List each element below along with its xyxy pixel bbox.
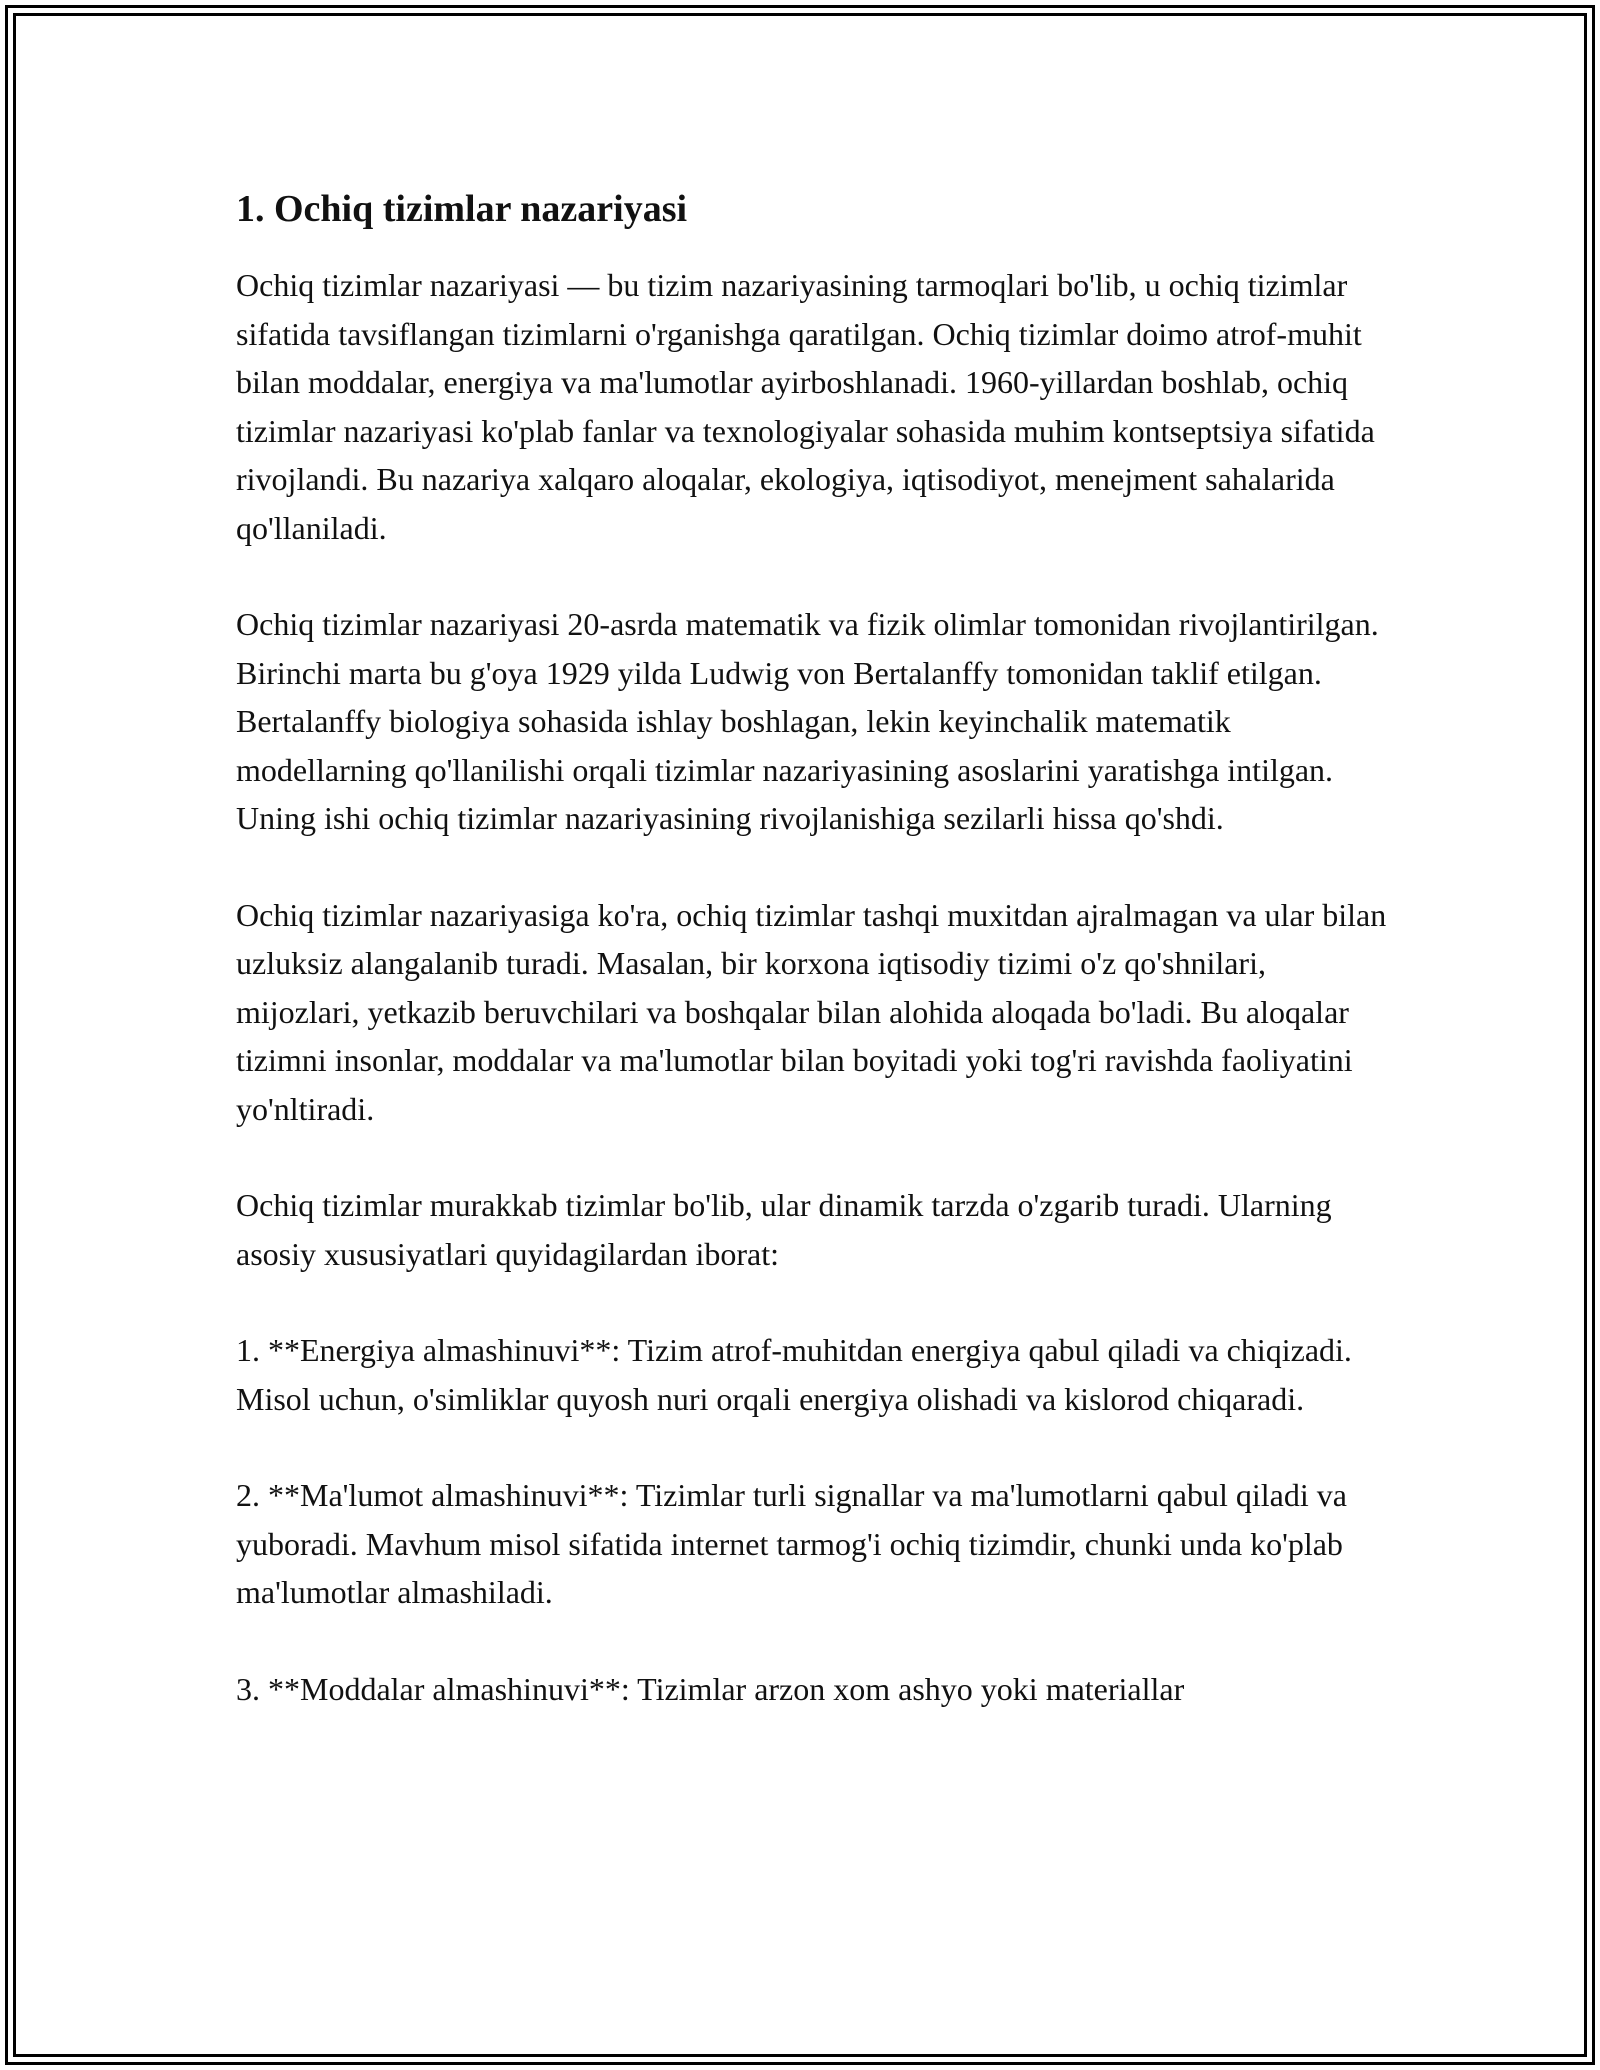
document-body	[236, 185, 1396, 1713]
paragraph-history: Ochiq tizimlar nazariyasi 20-asrda matematik va fizik olimlar tomonidan rivojlantirilgan. Birinchi marta bu g'oya 1929 yilda Ludwig von Bertalanffy tomonidan taklif etilgan. Bertalanffy biologiya sohasida ishlay boshlagan, lekin keyinchalik matematik modellarning qo'llanilishi orqali tizimlar nazariyasining asoslarini yaratishga intilgan. Uning ishi ochiq tizimlar nazariyasining rivojlanishiga sezilarli hissa qo'shdi.	[236, 606, 1379, 836]
list-item-energy: 1. **Energiya almashinuvi**: Tizim atrof-muhitdan energiya qabul qiladi va chiqizadi. Misol uchun, o'simliklar quyosh nuri orqali energiya olishadi va kislorod chiqaradi.	[236, 1332, 1352, 1417]
paragraph-intro: Ochiq tizimlar nazariyasi — bu tizim nazariyasining tarmoqlari bo'lib, u ochiq tizimlar sifatida tavsiflangan tizimlarni o'rganishga qaratilgan. Ochiq tizimlar doimo atrof-muhit bilan moddalar, energiya va ma'lumotlar ayirboshlanadi. 1960-yillardan boshlab, ochiq tizimlar nazariyasi ko'plab fanlar va texnologiyalar sohasida muhim kontseptsiya sifatida rivojlandi. Bu nazariya xalqaro aloqalar, ekologiya, iqtisodiyot, menejment sahalarida qo'llaniladi.	[236, 267, 1375, 546]
paragraph-environment: Ochiq tizimlar nazariyasiga ko'ra, ochiq tizimlar tashqi muxitdan ajralmagan va ular bilan uzluksiz alangalanib turadi. Masalan, bir korxona iqtisodiy tizimi o'z qo'shnilari, mijozlari, yetkazib beruvchilari va boshqalar bilan alohida aloqada bo'ladi. Bu aloqalar tizimni insonlar, moddalar va ma'lumotlar bilan boyitadi yoki tog'ri ravishda faoliyatini yo'nltiradi.	[236, 896, 1387, 1127]
section-heading: 1. Ochiq tizimlar nazariyasi	[236, 188, 688, 230]
list-item-information: 2. **Ma'lumot almashinuvi**: Tizimlar turli signallar va ma'lumotlarni qabul qiladi va yuboradi. Mavhum misol sifatida internet tarmog'i ochiq tizimdir, chunki unda ko'plab ma'lumotlar almashiladi.	[236, 1477, 1347, 1610]
paragraph-properties-intro: Ochiq tizimlar murakkab tizimlar bo'lib, ular dinamik tarzda o'zgarib turadi. Ularning asosiy xususiyatlari quyidagilardan iborat:	[236, 1187, 1332, 1272]
list-item-matter: 3. **Moddalar almashinuvi**: Tizimlar arzon xom ashyo yoki materiallar	[236, 1670, 1185, 1707]
